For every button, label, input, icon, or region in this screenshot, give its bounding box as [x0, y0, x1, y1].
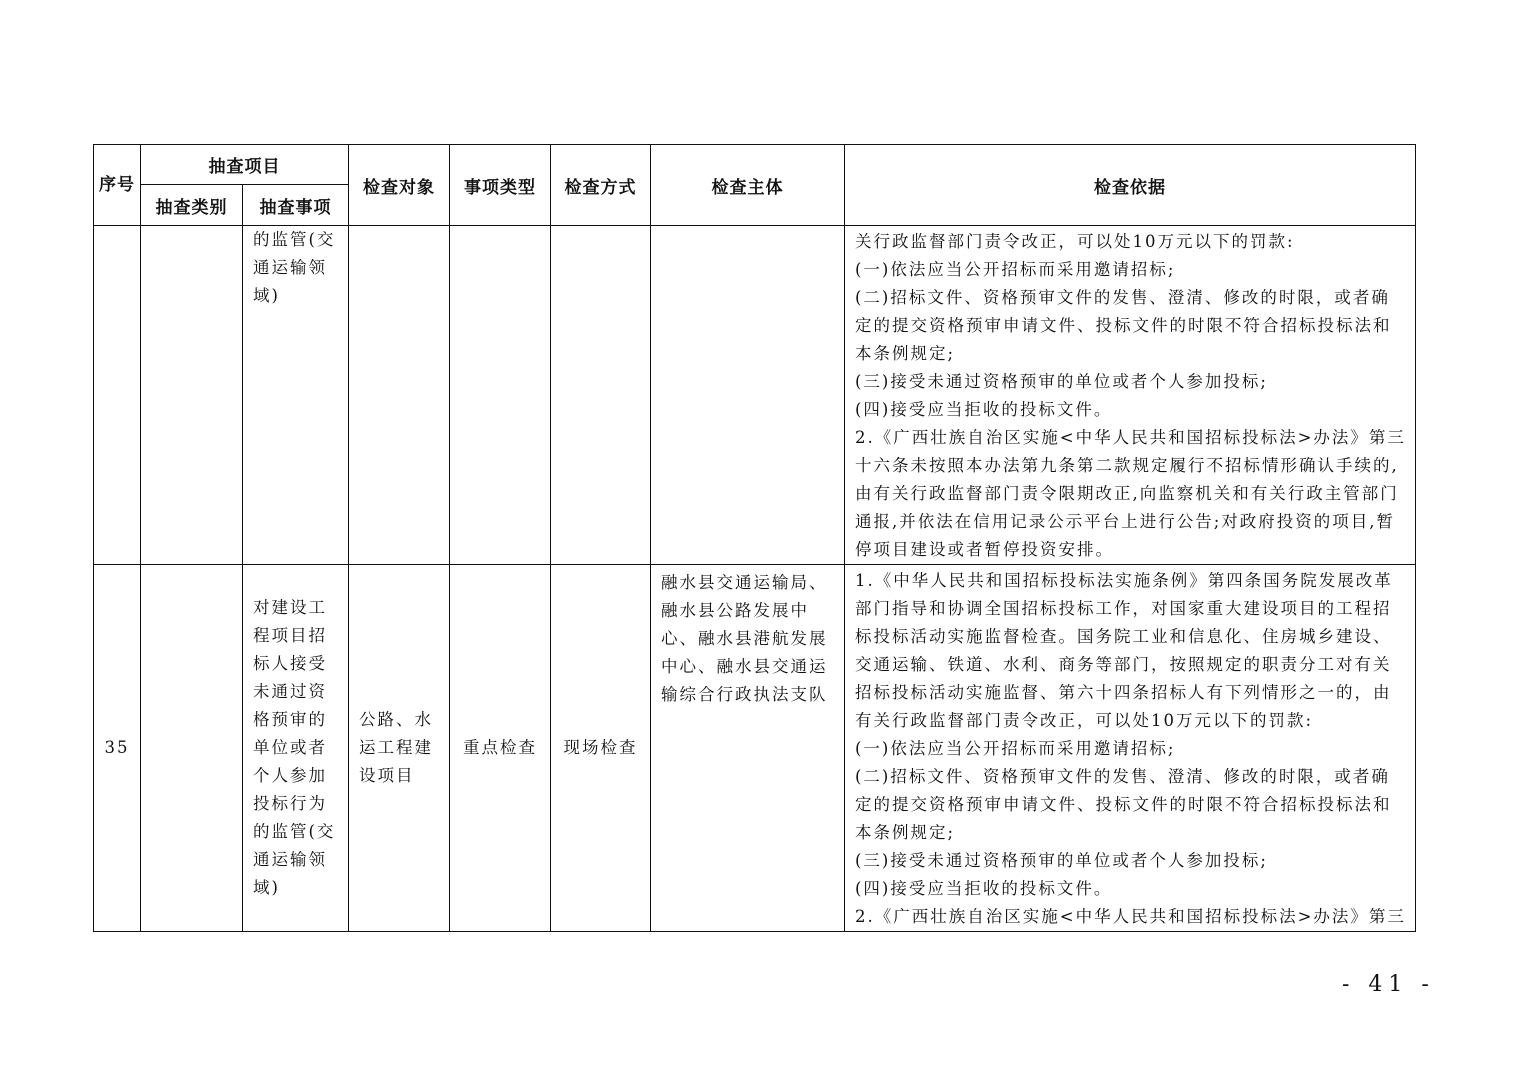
row-type [450, 226, 551, 565]
row-method [551, 226, 651, 565]
basis-line: (一)依法应当公开招标而采用邀请招标; [855, 260, 1176, 279]
header-basis: 检查依据 [845, 145, 1416, 226]
header-category: 抽查类别 [141, 185, 243, 226]
row-subject [651, 226, 845, 565]
header-object: 检查对象 [349, 145, 450, 226]
row-subject: 融水县交通运输局、融水县公路发展中心、融水县港航发展中心、融水县交通运输综合行政执法支队 [651, 565, 845, 932]
row-basis [845, 565, 1416, 932]
row-matter: 的监管(交通运输领域) [243, 226, 349, 565]
header-matter: 抽查事项 [243, 185, 349, 226]
basis-line: (四)接受应当拒收的投标文件。 [855, 400, 1113, 419]
basis-line: (二)招标文件、资格预审文件的发售、澄清、修改的时限，或者确定的提交资格预审申请文件、投标文件的时限不符合招标投标法和本条例规定; [855, 288, 1392, 363]
header-type: 事项类型 [450, 145, 551, 226]
header-item-group: 抽查项目 [141, 145, 349, 185]
table-row [94, 226, 1416, 565]
header-subject: 检查主体 [651, 145, 845, 226]
row-seq [94, 226, 141, 565]
table-row [94, 565, 1416, 932]
header-seq: 序号 [94, 145, 141, 226]
basis-line: 1.《中华人民共和国招标投标法实施条例》第四条国务院发展改革部门指导和协调全国招标投标工作，对国家重大建设项目的工程招标投标活动实施监督检查。国务院工业和信息化、住房城乡建设、交通运输、铁道、水利、商务等部门，按照规定的职责分工对有关招标投标活动实施监督、第六十四条招标人有下列情形之一的，由有关行政监督部门责令改正，可以处10万元以下的罚款: [855, 571, 1393, 730]
basis-line: 2.《广西壮族自治区实施<中华人民共和国招标投标法>办法》第三十六条未按照本办法第九条第二款规定履行不招标情形确认手续的,由有关行政监督部门责令限期改正,向监察机关和有关行政主管部门通报,并依法在信用记录公示平台上进行公告;对政府投资的项目,暂停项目建设或者暂停投资安排。 [855, 428, 1406, 559]
basis-line: (一)依法应当公开招标而采用邀请招标; [855, 739, 1176, 758]
basis-line: (三)接受未通过资格预审的单位或者个人参加投标; [855, 372, 1268, 391]
header-method: 检查方式 [551, 145, 651, 226]
row-method: 现场检查 [551, 565, 651, 932]
page-number: - 41 - [1342, 972, 1435, 997]
inspection-table [93, 144, 1416, 932]
row-seq: 35 [94, 565, 141, 932]
row-type: 重点检查 [450, 565, 551, 932]
basis-line: (二)招标文件、资格预审文件的发售、澄清、修改的时限，或者确定的提交资格预审申请文件、投标文件的时限不符合招标投标法和本条例规定; [855, 767, 1392, 842]
row-category [141, 565, 243, 932]
row-object [349, 226, 450, 565]
row-basis [845, 226, 1416, 565]
basis-line: (三)接受未通过资格预审的单位或者个人参加投标; [855, 851, 1268, 870]
row-object: 公路、水运工程建设项目 [349, 565, 450, 932]
row-category [141, 226, 243, 565]
basis-line: 2.《广西壮族自治区实施<中华人民共和国招标投标法>办法》第三 [855, 907, 1406, 926]
basis-line: 关行政监督部门责令改正，可以处10万元以下的罚款: [855, 232, 1295, 251]
basis-line: (四)接受应当拒收的投标文件。 [855, 879, 1113, 898]
row-matter: 对建设工程项目招标人接受未通过资格预审的单位或者个人参加投标行为的监管(交通运输领域) [243, 565, 349, 932]
